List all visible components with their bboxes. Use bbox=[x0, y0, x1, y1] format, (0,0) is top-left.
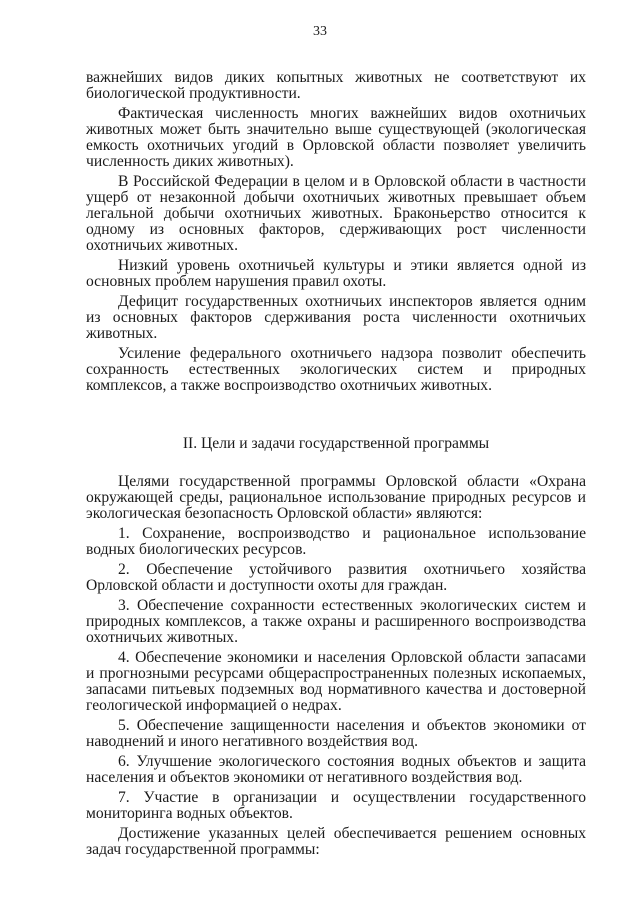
goal-item-1: 1. Сохранение, воспроизводство и рациональное использование водных биологических ресурсов. bbox=[86, 525, 586, 558]
paragraph: важнейших видов диких копытных животных не соответствуют их биологической продуктивности. bbox=[86, 69, 586, 102]
paragraph: Усиление федерального охотничьего надзора позволит обеспечить сохранность естественных экологических систем и природных комплексов, а также воспроизводство охотничьих животных. bbox=[86, 345, 586, 394]
goal-item-7: 7. Участие в организации и осуществлении государственного мониторинга водных объектов. bbox=[86, 789, 586, 822]
goal-item-2: 2. Обеспечение устойчивого развития охотничьего хозяйства Орловской области и доступности охоты для граждан. bbox=[86, 561, 586, 594]
section-heading: II. Цели и задачи государственной программы bbox=[182, 435, 490, 452]
document-body bbox=[86, 70, 586, 862]
page-number: 33 bbox=[313, 24, 327, 39]
goal-item-4: 4. Обеспечение экономики и населения Орловской области запасами и прогнозными ресурсами общераспространенных полезных ископаемых, запасами питьевых подземных вод нормативного качества и достоверной геологической информацией о недрах. bbox=[86, 649, 586, 714]
paragraph: В Российской Федерации в целом и в Орловской области в частности ущерб от незаконной добычи охотничьих животных превышает объем легальной добычи охотничьих животных. Браконьерство относится к одному из основных факторов, сдерживающих рост численности охотничьих животных. bbox=[86, 173, 586, 254]
paragraph: Фактическая численность многих важнейших видов охотничьих животных может быть значительно выше существующей (экологическая емкость охотничьих угодий в Орловской области позволяет увеличить численность диких животных). bbox=[86, 105, 586, 170]
goal-item-5: 5. Обеспечение защищенности населения и объектов экономики от наводнений и иного негативного воздействия вод. bbox=[86, 717, 586, 750]
paragraph: Низкий уровень охотничьей культуры и этики является одной из основных проблем нарушения правил охоты. bbox=[86, 257, 586, 290]
paragraph: Достижение указанных целей обеспечивается решением основных задач государственной программы: bbox=[86, 825, 586, 858]
goal-item-6: 6. Улучшение экологического состояния водных объектов и защита населения и объектов экономики от негативного воздействия вод. bbox=[86, 753, 586, 786]
goal-item-3: 3. Обеспечение сохранности естественных экологических систем и природных комплексов, а также охраны и расширенного воспроизводства охотничьих животных. bbox=[86, 597, 586, 646]
paragraph: Дефицит государственных охотничьих инспекторов является одним из основных факторов сдерживания роста численности охотничьих животных. bbox=[86, 293, 586, 342]
paragraph: Целями государственной программы Орловской области «Охрана окружающей среды, рациональное использование природных ресурсов и экологическая безопасность Орловской области» являются: bbox=[86, 473, 586, 522]
